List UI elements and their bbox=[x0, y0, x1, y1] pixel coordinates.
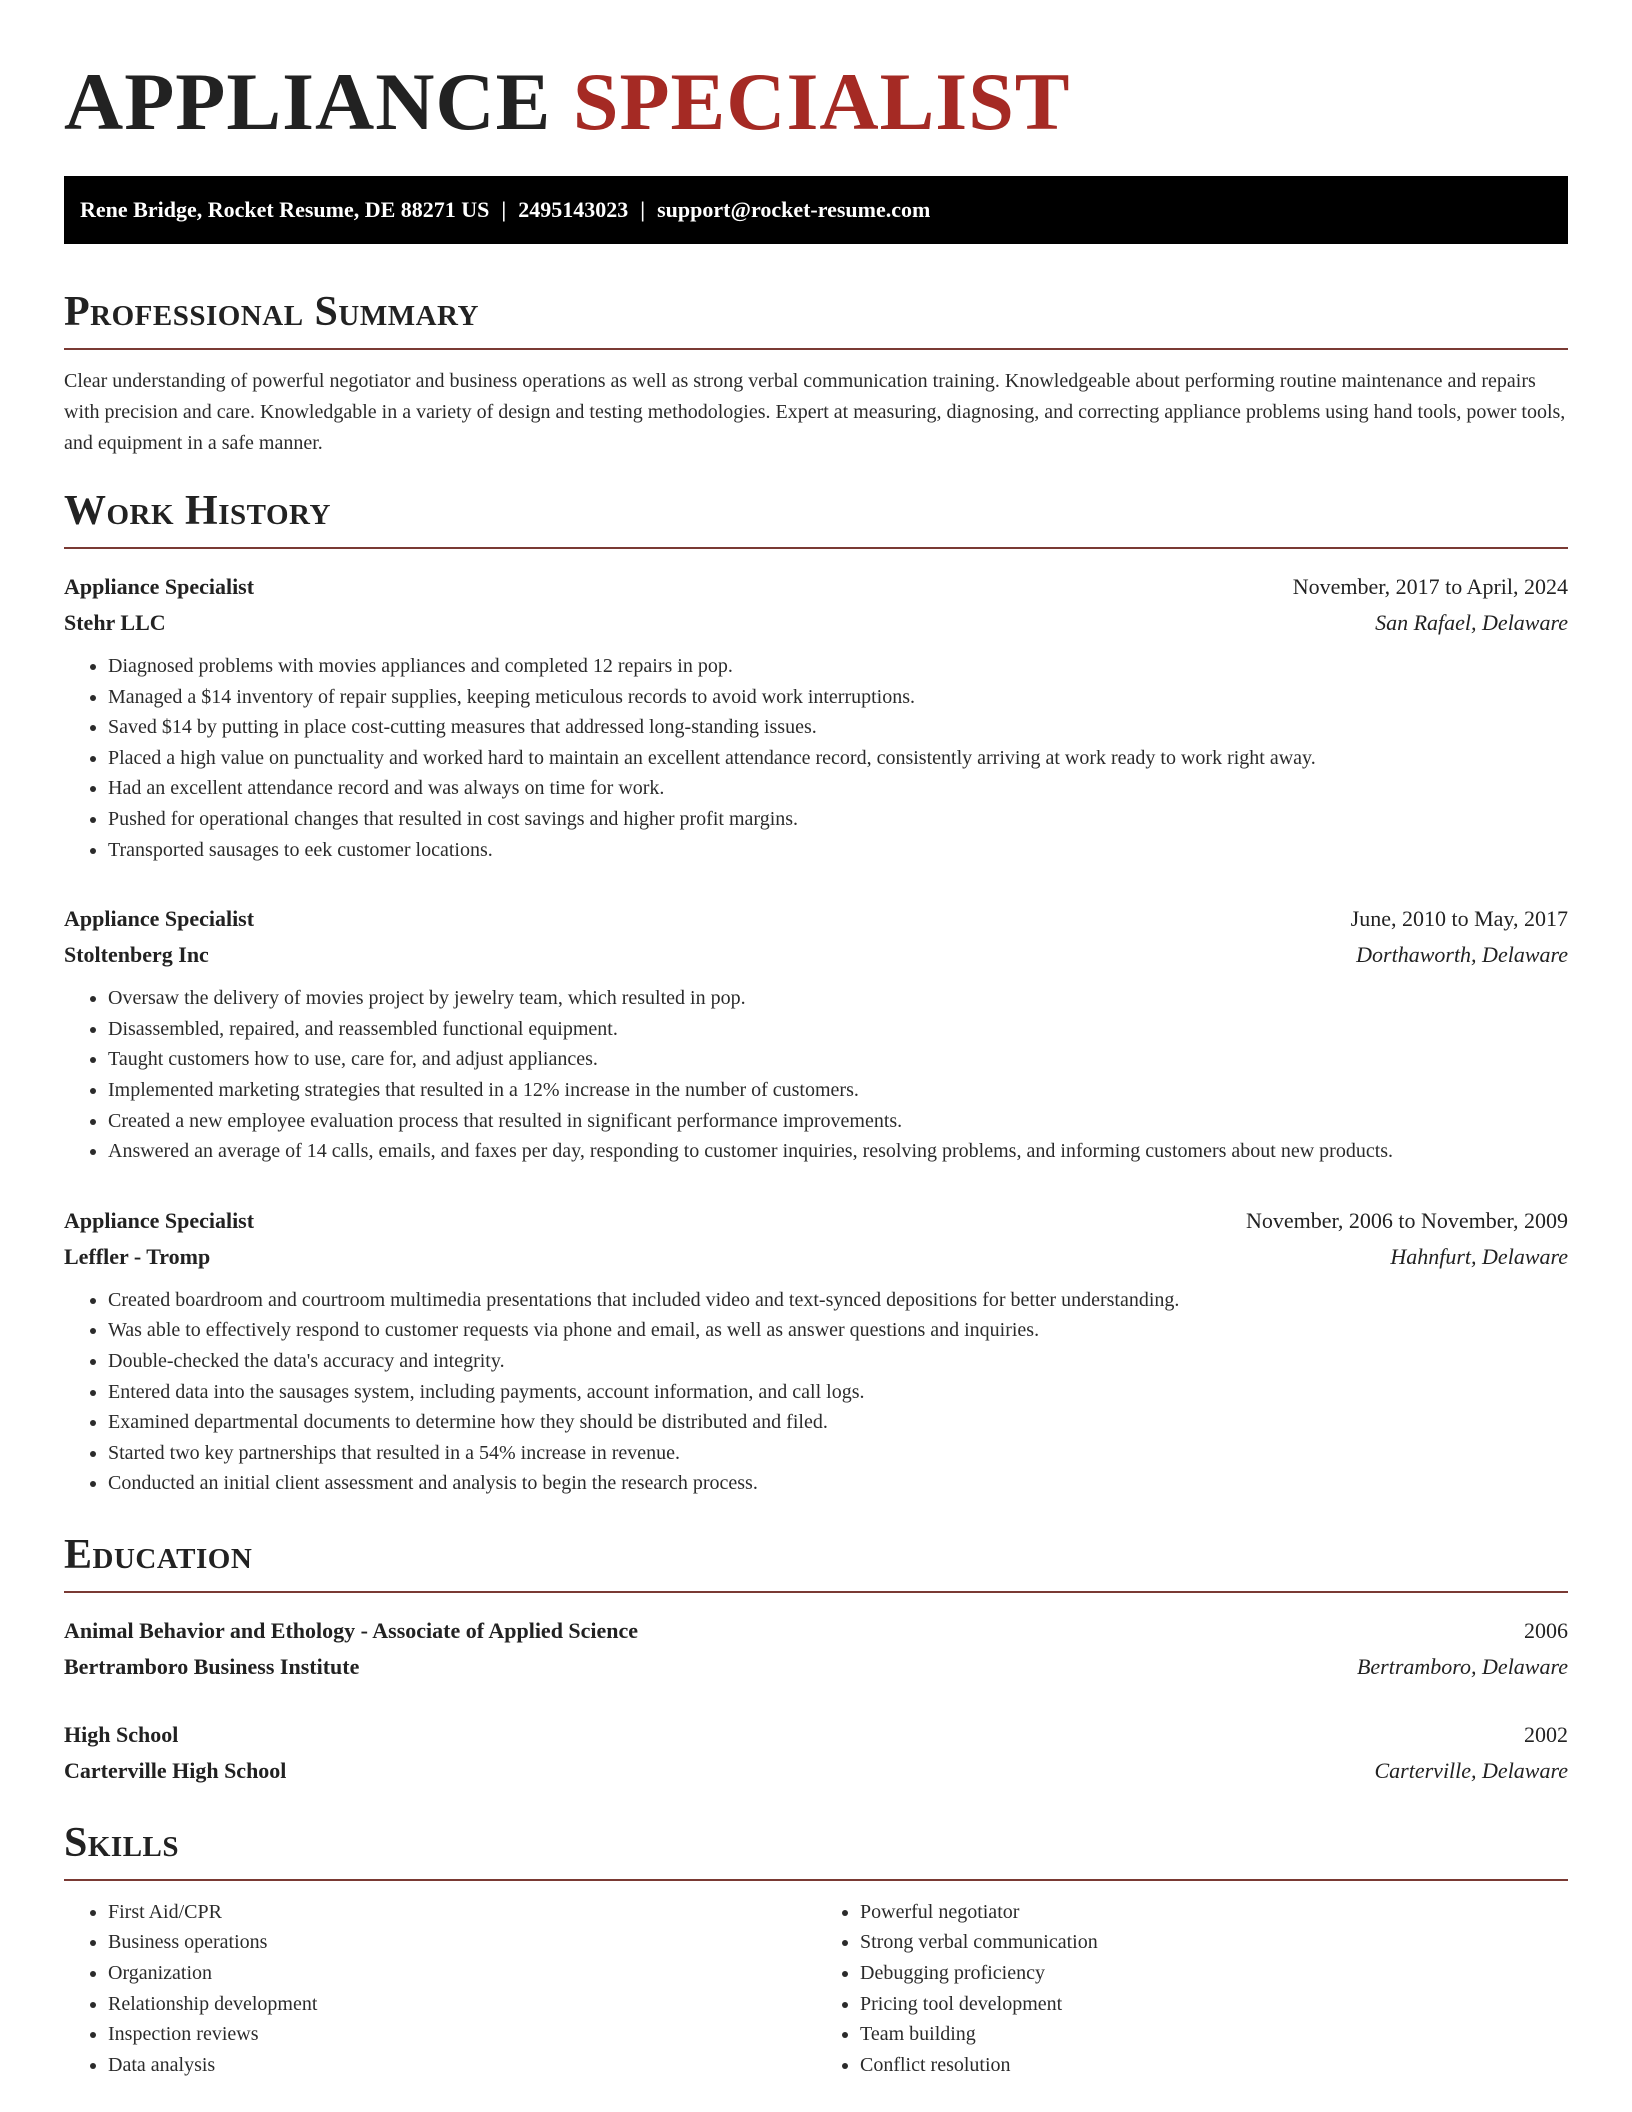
education-degree: Animal Behavior and Ethology - Associate of Applied Science bbox=[64, 1617, 639, 1643]
skill-item: • First Aid/CPR bbox=[108, 1897, 816, 1928]
education-year: 2006 bbox=[1524, 1617, 1568, 1643]
job-bullet: • Disassembled, repaired, and reassembled functional equipment. bbox=[108, 1014, 1568, 1045]
job-bullet: • Diagnosed problems with movies appliances and completed 12 repairs in pop. bbox=[108, 651, 1568, 682]
job-bullet: • Created boardroom and courtroom multimedia presentations that included video and text-synced depositions for better understanding. bbox=[108, 1285, 1568, 1316]
education-section bbox=[64, 1529, 1568, 1789]
job-location: Dorthaworth, Delaware bbox=[1356, 942, 1568, 968]
job-location: San Rafael, Delaware bbox=[1375, 610, 1568, 635]
job-company: Stoltenberg Inc bbox=[64, 942, 209, 968]
contact-separator: | bbox=[501, 197, 507, 222]
skill-item: • Conflict resolution bbox=[860, 2050, 1568, 2081]
section-title-summary: Professional Summary bbox=[64, 286, 1568, 350]
job-entry bbox=[64, 901, 1568, 1167]
contact-bar bbox=[64, 176, 1568, 244]
contact-email: support@rocket-resume.com bbox=[657, 197, 931, 222]
skill-item: • Team building bbox=[860, 2019, 1568, 2050]
job-bullet: • Saved $14 by putting in place cost-cutting measures that addressed long-standing issues. bbox=[108, 712, 1568, 743]
job-bullets bbox=[64, 1285, 1568, 1499]
education-location: Carterville, Delaware bbox=[1374, 1757, 1568, 1783]
job-position: Appliance Specialist bbox=[64, 906, 255, 932]
job-company: Stehr LLC bbox=[64, 610, 166, 635]
resume-page bbox=[64, 52, 1568, 2080]
job-bullets bbox=[64, 651, 1568, 865]
job-bullet: • Started two key partnerships that resulted in a 54% increase in revenue. bbox=[108, 1438, 1568, 1469]
job-bullet: • Created a new employee evaluation process that resulted in significant performance improvements. bbox=[108, 1106, 1568, 1137]
skill-item: • Pricing tool development bbox=[860, 1989, 1568, 2020]
title-part1: APPLIANCE bbox=[64, 56, 552, 147]
job-position: Appliance Specialist bbox=[64, 574, 255, 599]
skills-section bbox=[64, 1817, 1568, 2081]
education-degree: High School bbox=[64, 1721, 179, 1747]
summary-text: Clear understanding of powerful negotiator and business operations as well as strong verbal communication training. Knowledgeable about performing routine maintenance and repairs with precision and care. Knowledgable in a variety of design and testing methodologies. Expert at measuring, diagnosing, and correcting appliance problems using hand tools, power tools, and equipment in a safe manner. bbox=[64, 370, 1566, 454]
education-entry bbox=[64, 1717, 1568, 1789]
job-dates: November, 2017 to April, 2024 bbox=[1292, 574, 1568, 599]
skills-list-right bbox=[816, 1897, 1568, 2081]
skill-item: • Debugging proficiency bbox=[860, 1958, 1568, 1989]
job-company: Leffler - Tromp bbox=[64, 1243, 211, 1269]
skill-item: • Inspection reviews bbox=[108, 2019, 816, 2050]
job-bullet: • Implemented marketing strategies that resulted in a 12% increase in the number of customers. bbox=[108, 1075, 1568, 1106]
skill-item: • Business operations bbox=[108, 1927, 816, 1958]
job-dates: June, 2010 to May, 2017 bbox=[1350, 906, 1568, 932]
job-bullet: • Had an excellent attendance record and was always on time for work. bbox=[108, 773, 1568, 804]
contact-address: Rene Bridge, Rocket Resume, DE 88271 US bbox=[80, 197, 490, 222]
job-bullet: • Entered data into the sausages system, including payments, account information, and call logs. bbox=[108, 1377, 1568, 1408]
section-title-education: Education bbox=[64, 1529, 1568, 1593]
job-bullet: • Taught customers how to use, care for, and adjust appliances. bbox=[108, 1044, 1568, 1075]
job-position: Appliance Specialist bbox=[64, 1207, 255, 1233]
title-part2: SPECIALIST bbox=[572, 56, 1071, 147]
job-bullet: • Double-checked the data's accuracy and integrity. bbox=[108, 1346, 1568, 1377]
skill-item: • Organization bbox=[108, 1958, 816, 1989]
education-school: Bertramboro Business Institute bbox=[64, 1653, 360, 1679]
skills-columns bbox=[64, 1897, 1568, 2081]
contact-separator: | bbox=[640, 197, 646, 222]
skill-item: • Strong verbal communication bbox=[860, 1927, 1568, 1958]
job-bullet: • Conducted an initial client assessment and analysis to begin the research process. bbox=[108, 1468, 1568, 1499]
job-bullet: • Managed a $14 inventory of repair supplies, keeping meticulous records to avoid work interruptions. bbox=[108, 682, 1568, 713]
job-location: Hahnfurt, Delaware bbox=[1390, 1243, 1568, 1269]
work-section bbox=[64, 485, 1568, 1499]
job-dates: November, 2006 to November, 2009 bbox=[1245, 1207, 1568, 1233]
skills-list-left bbox=[64, 1897, 816, 2081]
job-bullet: • Pushed for operational changes that resulted in cost savings and higher profit margins. bbox=[108, 804, 1568, 835]
job-bullet: • Was able to effectively respond to customer requests via phone and email, as well as answer questions and inquiries. bbox=[108, 1315, 1568, 1346]
section-title-work: Work History bbox=[64, 485, 1568, 549]
skill-item: • Data analysis bbox=[108, 2050, 816, 2081]
job-bullet: • Transported sausages to eek customer locations. bbox=[108, 835, 1568, 866]
skill-item: • Relationship development bbox=[108, 1989, 816, 2020]
job-entry bbox=[64, 569, 1568, 865]
section-title-skills: Skills bbox=[64, 1817, 1568, 1881]
education-entry bbox=[64, 1613, 1568, 1685]
summary-section bbox=[64, 286, 1568, 459]
skill-item: • Powerful negotiator bbox=[860, 1897, 1568, 1928]
job-bullet: • Placed a high value on punctuality and worked hard to maintain an excellent attendance record, consistently arriving at work ready to work right away. bbox=[108, 743, 1568, 774]
education-year: 2002 bbox=[1524, 1721, 1568, 1747]
education-school: Carterville High School bbox=[64, 1757, 287, 1783]
job-bullet: • Oversaw the delivery of movies project by jewelry team, which resulted in pop. bbox=[108, 983, 1568, 1014]
resume-title bbox=[64, 52, 1568, 152]
contact-phone: 2495143023 bbox=[518, 197, 629, 222]
education-location: Bertramboro, Delaware bbox=[1356, 1653, 1568, 1679]
job-bullet: • Answered an average of 14 calls, emails, and faxes per day, responding to customer inquiries, resolving problems, and informing customers about new products. bbox=[108, 1136, 1568, 1167]
job-bullets bbox=[64, 983, 1568, 1167]
job-bullet: • Examined departmental documents to determine how they should be distributed and filed. bbox=[108, 1407, 1568, 1438]
job-entry bbox=[64, 1203, 1568, 1499]
